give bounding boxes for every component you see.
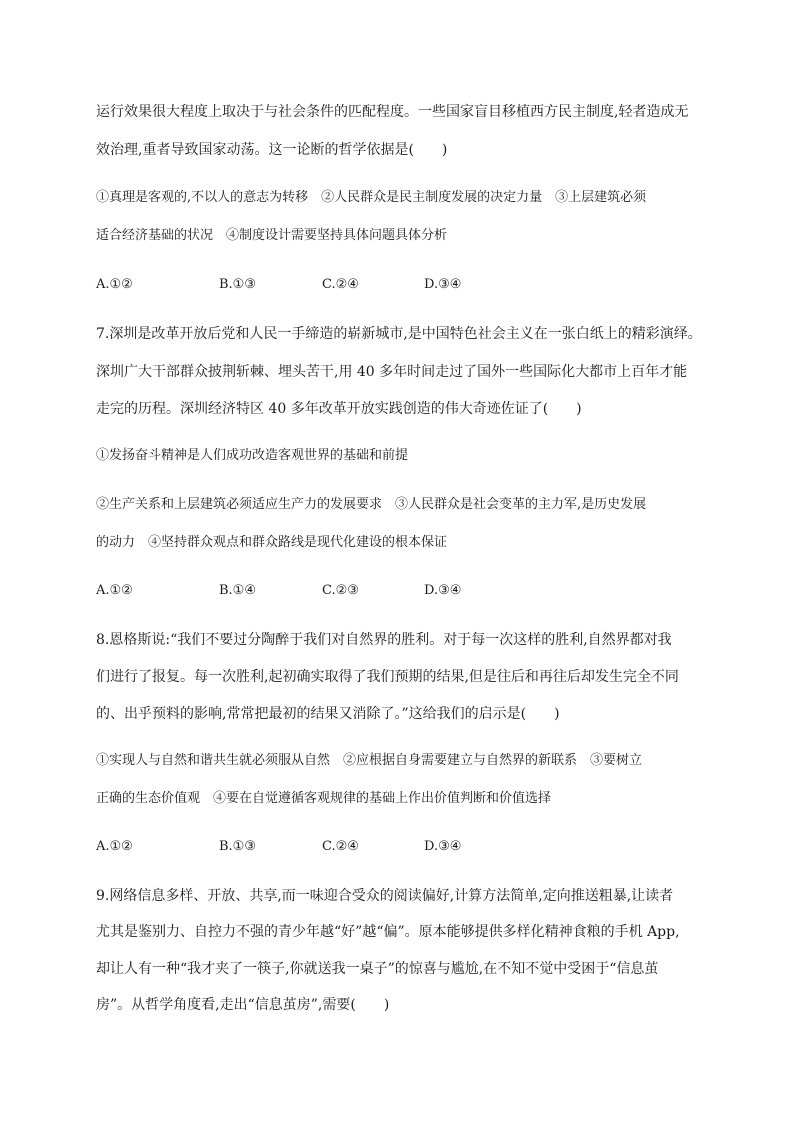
q7-stem-line-1: 7.深圳是改革开放后党和人民一手缔造的崭新城市,是中国特色社会主义在一张白纸上的精彩演绎。: [96, 326, 702, 342]
q8-stem-line-1: 8.恩格斯说:“我们不要过分陶醉于我们对自然界的胜利。对于每一次这样的胜利,自然界都对我: [96, 632, 672, 648]
q8-option-c[interactable]: C.②④: [322, 839, 359, 854]
q8-option-a[interactable]: A.①②: [96, 839, 133, 854]
q8-stem-line-2: 们进行了报复。每一次胜利,起初确实取得了我们预期的结果,但是往后和再往后却发生完全不同: [96, 669, 679, 685]
q8-statement-line-2: 正确的生态价值观 ④要在自觉遵循客观规律的基础上作出价值判断和价值选择: [96, 791, 552, 806]
q8-stem-line-3: 的、出乎预料的影响,常常把最初的结果又消除了。”这给我们的启示是( ): [96, 706, 560, 722]
q6-option-c[interactable]: C.②④: [322, 277, 359, 292]
q6-option-a[interactable]: A.①②: [96, 277, 133, 292]
q8-option-d[interactable]: D.③④: [424, 839, 462, 854]
q7-stem-line-2: 深圳广大干部群众披荆斩棘、埋头苦干,用 40 多年时间走过了国外一些国际化大都市上百年才能: [96, 364, 688, 380]
q7-statement-line-2: ②生产关系和上层建筑必须适应生产力的发展要求 ③人民群众是社会变革的主力军,是历史发展: [96, 497, 647, 512]
q6-stem-line-2: 效治理,重者导致国家动荡。这一论断的哲学依据是( ): [96, 142, 448, 158]
q7-statement-line-1: ①发扬奋斗精神是人们成功改造客观世界的基础和前提: [96, 448, 409, 463]
q7-option-d[interactable]: D.③④: [424, 583, 462, 598]
q6-statement-line-2: 适合经济基础的状况 ④制度设计需要坚持具体问题具体分析: [96, 228, 448, 243]
q6-option-b[interactable]: B.①③: [219, 277, 256, 292]
q7-option-a[interactable]: A.①②: [96, 583, 133, 598]
q7-stem-line-3: 走完的历程。深圳经济特区 40 多年改革开放实践创造的伟大奇迹佐证了( ): [96, 401, 582, 417]
q9-stem-line-4: 房”。从哲学角度看,走出“信息茧房”,需要( ): [96, 997, 390, 1013]
q6-stem-line-1: 运行效果很大程度上取决于与社会条件的匹配程度。一些国家盲目移植西方民主制度,轻者造成无: [96, 104, 689, 120]
q6-option-d[interactable]: D.③④: [424, 277, 462, 292]
q9-stem-line-1: 9.网络信息多样、开放、共享,而一味迎合受众的阅读偏好,计算方法简单,定向推送粗暴,让读者: [96, 888, 674, 904]
q7-option-b[interactable]: B.①④: [219, 583, 256, 598]
q7-statement-line-3: 的动力 ④坚持群众观点和群众路线是现代化建设的根本保证: [96, 535, 448, 550]
q7-option-c[interactable]: C.②③: [322, 583, 359, 598]
q6-statement-line-1: ①真理是客观的,不以人的意志为转移 ②人民群众是民主制度发展的决定力量 ③上层建筑必须: [96, 190, 647, 205]
q9-stem-line-3: 却让人有一种“我才夹了一筷子,你就送我一桌子”的惊喜与尴尬,在不知不觉中受困于“信息茧: [96, 961, 659, 977]
q8-option-b[interactable]: B.①③: [219, 839, 256, 854]
q8-statement-line-1: ①实现人与自然和谐共生就必须服从自然 ②应根据自身需要建立与自然界的新联系 ③要树立: [96, 753, 643, 768]
q9-stem-line-2: 尤其是鉴别力、自控力不强的青少年越“好”越“偏”。原本能够提供多样化精神食粮的手机 App,: [96, 924, 680, 940]
